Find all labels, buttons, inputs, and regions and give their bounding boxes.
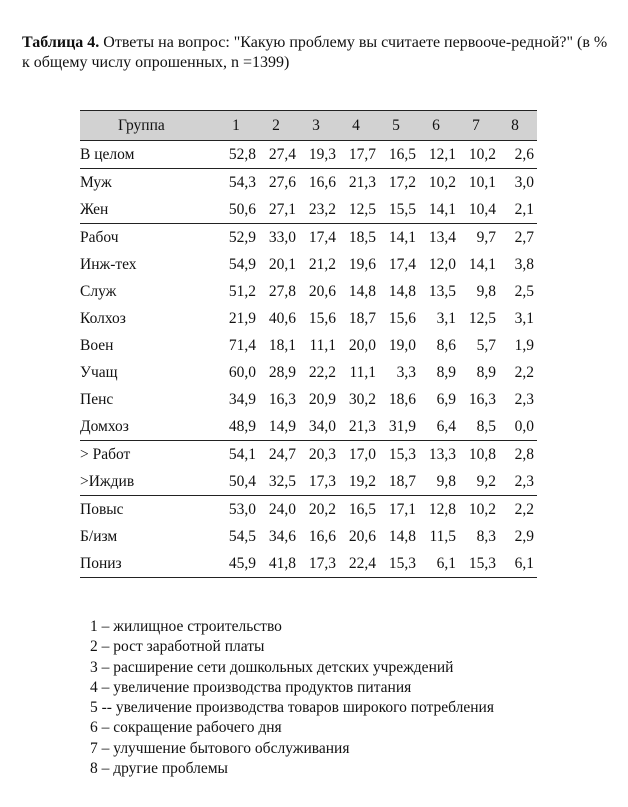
legend-list — [90, 617, 494, 779]
cell-value: 13,3 — [416, 441, 456, 469]
table-row — [80, 224, 537, 252]
cell-value: 19,2 — [348, 472, 376, 490]
caption-text: Ответы на вопрос: "Какую проблему вы считаете первооче-редной?" (в % к общему числу опрошенных, n =1399) — [22, 34, 608, 71]
table-row — [80, 550, 537, 578]
cell-value: 16,6 — [296, 169, 336, 197]
cell-value: 9,7 — [456, 224, 496, 252]
cell-value: 41,8 — [256, 550, 296, 578]
cell-value: 2,9 — [514, 527, 534, 545]
cell-value: 9,2 — [476, 472, 496, 490]
cell-value: 10,1 — [456, 169, 496, 197]
cell-value: 10,8 — [456, 441, 496, 469]
cell-value: 12,5 — [348, 200, 376, 218]
cell-value: 9,8 — [476, 282, 496, 300]
cell-value: 45,9 — [216, 550, 256, 578]
table-row — [80, 468, 537, 496]
col-header-8: 8 — [496, 111, 537, 141]
cell-value: 16,5 — [388, 145, 416, 163]
cell-value: 12,8 — [416, 496, 456, 524]
row-group-name: Домхоз — [80, 417, 129, 435]
cell-value: 14,9 — [268, 417, 296, 435]
cell-value: 15,5 — [388, 200, 416, 218]
cell-value: 16,5 — [336, 496, 376, 524]
cell-value: 19,3 — [308, 145, 336, 163]
cell-value: 8,9 — [476, 363, 496, 381]
cell-value: 14,8 — [388, 527, 416, 545]
table-row — [80, 496, 537, 524]
cell-value: 40,6 — [268, 309, 296, 327]
cell-value: 18,6 — [388, 390, 416, 408]
cell-value: 71,4 — [228, 336, 256, 354]
legend-item: 1 – жилищное строительство — [90, 618, 282, 635]
row-group-name: Учащ — [80, 363, 118, 381]
cell-value: 19,0 — [388, 336, 416, 354]
legend-item: 6 – сокращение рабочего дня — [90, 719, 282, 737]
cell-value: 28,9 — [268, 363, 296, 381]
cell-value: 13,5 — [428, 282, 456, 300]
row-group-name: >Иждив — [80, 472, 135, 490]
cell-value: 17,4 — [388, 255, 416, 273]
row-group-name: Инж-тех — [80, 255, 137, 273]
legend-item: 3 – расширение сети дошкольных детских учреждений — [90, 658, 454, 676]
cell-value: 15,3 — [376, 441, 416, 469]
cell-value: 22,2 — [308, 363, 336, 381]
cell-value: 18,1 — [268, 336, 296, 354]
cell-value: 3,3 — [396, 363, 416, 381]
cell-value: 18,7 — [348, 309, 376, 327]
cell-value: 13,4 — [416, 224, 456, 252]
cell-value: 50,6 — [228, 200, 256, 218]
col-header-group: Группа — [80, 111, 216, 141]
cell-value: 16,3 — [468, 390, 496, 408]
cell-value: 17,3 — [308, 472, 336, 490]
cell-value: 52,8 — [228, 145, 256, 163]
cell-value: 8,9 — [436, 363, 456, 381]
cell-value: 20,6 — [308, 282, 336, 300]
row-group-name: В целом — [80, 145, 135, 163]
cell-value: 3,0 — [496, 169, 537, 197]
cell-value: 15,3 — [456, 550, 496, 578]
cell-value: 20,2 — [296, 496, 336, 524]
table-header-row — [80, 111, 537, 141]
cell-value: 54,5 — [228, 527, 256, 545]
cell-value: 34,0 — [308, 417, 336, 435]
cell-value: 17,7 — [348, 145, 376, 163]
row-group-name: Воен — [80, 336, 114, 354]
cell-value: 50,4 — [228, 472, 256, 490]
cell-value: 2,2 — [514, 363, 534, 381]
row-group-name: Жен — [80, 200, 109, 218]
cell-value: 12,5 — [468, 309, 496, 327]
cell-value: 54,1 — [216, 441, 256, 469]
cell-value: 11,1 — [309, 336, 336, 354]
cell-value: 24,7 — [256, 441, 296, 469]
col-header-1: 1 — [216, 111, 256, 141]
cell-value: 10,2 — [468, 145, 496, 163]
cell-value: 18,5 — [336, 224, 376, 252]
cell-value: 14,1 — [428, 200, 456, 218]
cell-value: 51,2 — [228, 282, 256, 300]
cell-value: 48,9 — [228, 417, 256, 435]
row-group-name: Служ — [80, 282, 117, 300]
cell-value: 21,2 — [308, 255, 336, 273]
table-row — [80, 359, 537, 386]
cell-value: 20,6 — [348, 527, 376, 545]
cell-value: 15,6 — [388, 309, 416, 327]
col-header-7: 7 — [456, 111, 496, 141]
cell-value: 20,1 — [268, 255, 296, 273]
cell-value: 10,4 — [468, 200, 496, 218]
table-row — [80, 441, 537, 469]
cell-value: 2,3 — [514, 390, 534, 408]
cell-value: 54,3 — [216, 169, 256, 197]
table-row — [80, 141, 537, 169]
cell-value: 27,4 — [268, 145, 296, 163]
cell-value: 14,8 — [388, 282, 416, 300]
cell-value: 12,1 — [428, 145, 456, 163]
cell-value: 2,6 — [514, 145, 534, 163]
legend-item: 7 – улучшение бытового обслуживания — [90, 739, 350, 757]
cell-value: 1,9 — [514, 336, 534, 354]
cell-value: 15,3 — [376, 550, 416, 578]
cell-value: 8,3 — [476, 527, 496, 545]
cell-value: 21,3 — [336, 169, 376, 197]
cell-value: 9,8 — [436, 472, 456, 490]
table-row — [80, 169, 537, 197]
cell-value: 34,9 — [228, 390, 256, 408]
cell-value: 20,0 — [348, 336, 376, 354]
cell-value: 60,0 — [228, 363, 256, 381]
cell-value: 8,5 — [476, 417, 496, 435]
cell-value: 20,3 — [296, 441, 336, 469]
caption-label: Таблица 4. — [22, 34, 100, 51]
cell-value: 27,1 — [268, 200, 296, 218]
cell-value: 17,0 — [336, 441, 376, 469]
row-group-name: Муж — [80, 169, 216, 197]
row-group-name: Повыс — [80, 496, 216, 524]
legend-item: 8 – другие проблемы — [90, 760, 228, 778]
cell-value: 24,0 — [256, 496, 296, 524]
cell-value: 11,1 — [349, 363, 376, 381]
cell-value: 0,0 — [514, 417, 534, 435]
cell-value: 10,2 — [416, 169, 456, 197]
cell-value: 2,1 — [514, 200, 534, 218]
table-row — [80, 332, 537, 359]
legend-item: 2 – рост заработной платы — [90, 638, 265, 656]
cell-value: 5,7 — [476, 336, 496, 354]
cell-value: 19,6 — [348, 255, 376, 273]
table-row — [80, 196, 537, 224]
row-group-name: Б/изм — [80, 527, 118, 545]
cell-value: 3,1 — [436, 309, 456, 327]
cell-value: 16,6 — [308, 527, 336, 545]
cell-value: 2,8 — [496, 441, 537, 469]
cell-value: 54,9 — [228, 255, 256, 273]
table-row — [80, 386, 537, 413]
col-header-3: 3 — [296, 111, 336, 141]
cell-value: 2,2 — [496, 496, 537, 524]
col-header-4: 4 — [336, 111, 376, 141]
cell-value: 3,8 — [514, 255, 534, 273]
cell-value: 21,3 — [348, 417, 376, 435]
table-row — [80, 278, 537, 305]
col-header-2: 2 — [256, 111, 296, 141]
cell-value: 6,1 — [496, 550, 537, 578]
cell-value: 27,6 — [256, 169, 296, 197]
cell-value: 18,7 — [388, 472, 416, 490]
cell-value: 32,5 — [268, 472, 296, 490]
table-row — [80, 305, 537, 332]
cell-value: 2,5 — [514, 282, 534, 300]
cell-value: 2,3 — [514, 472, 534, 490]
data-table — [80, 110, 537, 578]
cell-value: 6,4 — [436, 417, 456, 435]
col-header-6: 6 — [416, 111, 456, 141]
cell-value: 3,1 — [514, 309, 534, 327]
cell-value: 31,9 — [388, 417, 416, 435]
cell-value: 14,1 — [376, 224, 416, 252]
cell-value: 21,9 — [228, 309, 256, 327]
row-group-name: Пониз — [80, 550, 216, 578]
cell-value: 16,3 — [268, 390, 296, 408]
cell-value: 17,1 — [376, 496, 416, 524]
table-caption — [22, 33, 612, 73]
cell-value: 27,8 — [268, 282, 296, 300]
cell-value: 52,9 — [216, 224, 256, 252]
table-body — [80, 141, 537, 578]
cell-value: 11,5 — [429, 527, 456, 545]
legend-item: 5 -- увеличение производства товаров широкого потребления — [90, 699, 494, 717]
cell-value: 12,0 — [428, 255, 456, 273]
cell-value: 17,4 — [296, 224, 336, 252]
cell-value: 10,2 — [456, 496, 496, 524]
table-row — [80, 413, 537, 441]
row-group-name: > Работ — [80, 441, 216, 469]
cell-value: 17,2 — [376, 169, 416, 197]
cell-value: 23,2 — [308, 200, 336, 218]
cell-value: 17,3 — [296, 550, 336, 578]
cell-value: 14,1 — [468, 255, 496, 273]
cell-value: 22,4 — [336, 550, 376, 578]
cell-value: 34,6 — [268, 527, 296, 545]
cell-value: 14,8 — [348, 282, 376, 300]
col-header-5: 5 — [376, 111, 416, 141]
cell-value: 20,9 — [308, 390, 336, 408]
cell-value: 2,7 — [496, 224, 537, 252]
cell-value: 33,0 — [256, 224, 296, 252]
row-group-name: Рабоч — [80, 224, 216, 252]
table-row — [80, 523, 537, 550]
cell-value: 30,2 — [348, 390, 376, 408]
cell-value: 8,6 — [436, 336, 456, 354]
table-row — [80, 251, 537, 278]
cell-value: 15,6 — [308, 309, 336, 327]
cell-value: 6,9 — [436, 390, 456, 408]
cell-value: 6,1 — [416, 550, 456, 578]
cell-value: 53,0 — [216, 496, 256, 524]
row-group-name: Пенс — [80, 390, 114, 408]
row-group-name: Колхоз — [80, 309, 126, 327]
legend-item: 4 – увеличение производства продуктов питания — [90, 678, 412, 696]
